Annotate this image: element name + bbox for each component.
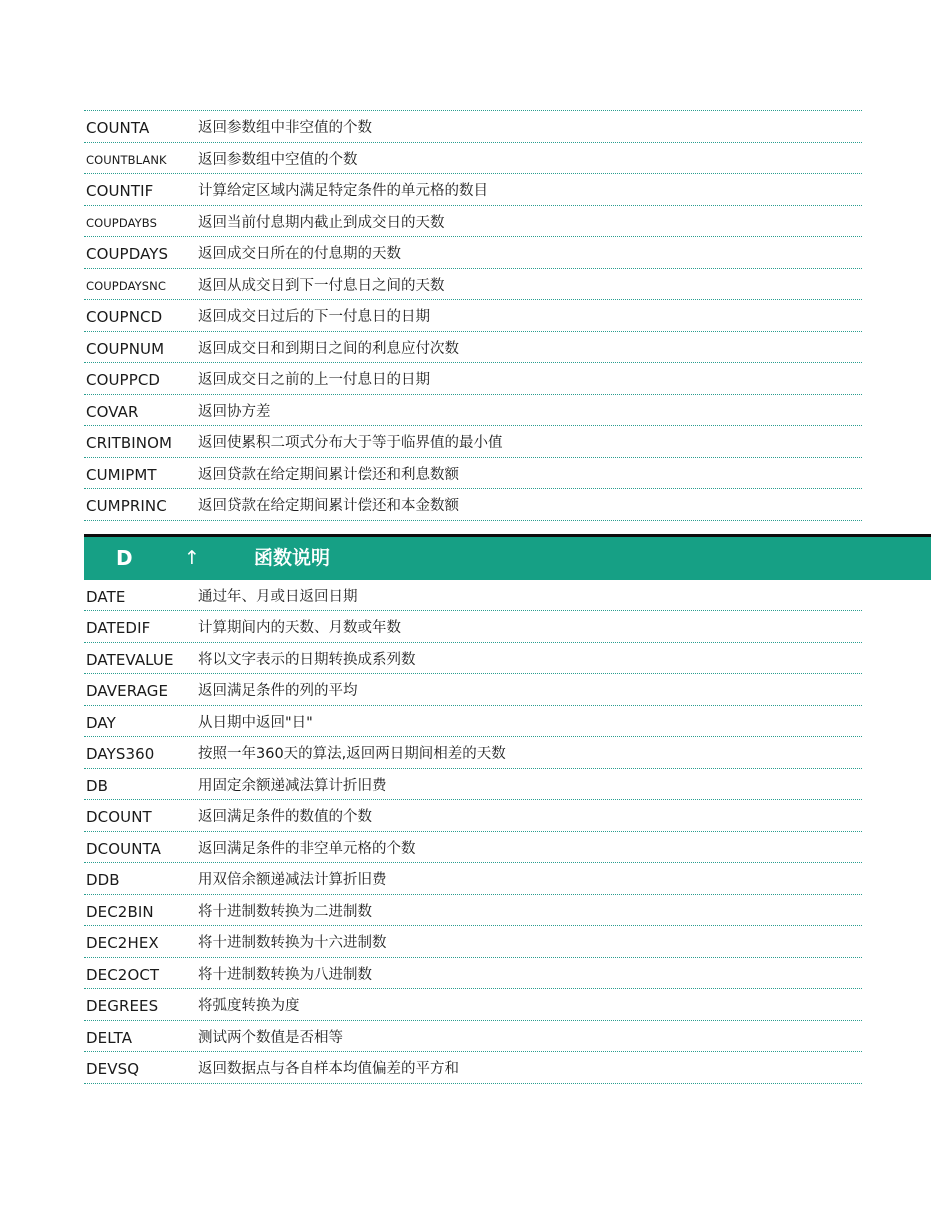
function-description: 用固定余额递减法算计折旧费 <box>198 777 387 794</box>
function-name: DEVSQ <box>86 1060 140 1078</box>
section-c-rows <box>84 111 862 521</box>
function-name: CRITBINOM <box>86 434 173 452</box>
table-row <box>84 489 862 521</box>
function-name: DATEVALUE <box>86 650 174 669</box>
function-description: 返回满足条件的非空单元格的个数 <box>198 840 416 857</box>
function-description: 返回协方差 <box>198 403 271 420</box>
function-description: 返回成交日所在的付息期的天数 <box>198 246 401 262</box>
function-name: DAVERAGE <box>86 682 169 700</box>
function-name: COUNTA <box>86 119 150 137</box>
function-name: DATE <box>86 587 126 606</box>
table-row <box>84 895 862 927</box>
table-row <box>84 958 862 990</box>
table-row <box>84 363 862 395</box>
function-name: COUPNUM <box>86 339 165 358</box>
function-description: 通过年、月或日返回日期 <box>198 588 358 605</box>
function-name: DELTA <box>86 1028 133 1047</box>
function-table <box>84 110 862 1084</box>
function-name: DATEDIF <box>86 619 151 637</box>
function-description: 将十进制数转换为八进制数 <box>198 966 372 983</box>
function-description: 计算期间内的天数、月数或年数 <box>198 620 401 636</box>
function-description: 将十进制数转换为二进制数 <box>198 903 372 920</box>
table-row <box>84 300 862 332</box>
function-description: 测试两个数值是否相等 <box>198 1029 343 1046</box>
table-row <box>84 706 862 738</box>
function-name: COUPDAYSNC <box>86 278 167 293</box>
section-title: 函数说明 <box>254 546 331 569</box>
table-row <box>84 643 862 675</box>
table-row <box>84 174 862 206</box>
function-name: DDB <box>86 871 120 889</box>
function-name: DEC2BIN <box>86 902 154 921</box>
table-row <box>84 737 862 769</box>
function-description: 将十进制数转换为十六进制数 <box>198 935 387 951</box>
function-name: COUPDAYS <box>86 245 169 263</box>
function-name: CUMPRINC <box>86 497 167 515</box>
function-description: 用双倍余额递减法计算折旧费 <box>198 872 387 888</box>
table-row <box>84 926 862 958</box>
function-name: DEC2OCT <box>86 965 160 984</box>
table-row <box>84 863 862 895</box>
function-description: 从日期中返回"日" <box>198 714 313 731</box>
function-description: 将弧度转换为度 <box>198 998 300 1014</box>
function-name: COVAR <box>86 402 139 421</box>
function-description: 按照一年360天的算法,返回两日期间相差的天数 <box>198 746 506 762</box>
function-name: DCOUNTA <box>86 839 161 858</box>
function-description: 将以文字表示的日期转换成系列数 <box>198 651 416 668</box>
table-row <box>84 1052 862 1084</box>
table-row <box>84 800 862 832</box>
table-row <box>84 332 862 364</box>
function-name: COUPNCD <box>86 308 163 326</box>
function-description: 返回参数组中非空值的个数 <box>198 120 372 136</box>
function-description: 返回参数组中空值的个数 <box>198 151 358 168</box>
section-d-rows <box>84 580 862 1084</box>
function-description: 返回贷款在给定期间累计偿还和本金数额 <box>198 498 459 514</box>
table-row <box>84 111 862 143</box>
table-row <box>84 580 862 612</box>
function-description: 返回数据点与各自样本均值偏差的平方和 <box>198 1061 459 1077</box>
table-row <box>84 269 862 301</box>
function-name: COUNTBLANK <box>86 152 167 167</box>
table-row <box>84 206 862 238</box>
up-arrow-icon[interactable]: ↑ <box>184 546 200 569</box>
table-row <box>84 989 862 1021</box>
section-letter: D <box>116 545 133 570</box>
function-description: 返回当前付息期内截止到成交日的天数 <box>198 214 445 231</box>
function-name: COUPDAYBS <box>86 215 157 230</box>
function-description: 返回满足条件的数值的个数 <box>198 809 372 825</box>
function-name: DAY <box>86 713 116 732</box>
function-description: 返回成交日和到期日之间的利息应付次数 <box>198 340 459 357</box>
function-description: 返回成交日之前的上一付息日的日期 <box>198 372 430 388</box>
table-row <box>84 426 862 458</box>
function-description: 返回成交日过后的下一付息日的日期 <box>198 309 430 325</box>
table-row <box>84 395 862 427</box>
function-name: CUMIPMT <box>86 465 157 484</box>
function-description: 返回满足条件的列的平均 <box>198 683 358 699</box>
section-header-bar <box>84 534 931 580</box>
table-row <box>84 832 862 864</box>
function-name: COUNTIF <box>86 182 154 200</box>
function-name: DCOUNT <box>86 808 152 826</box>
function-description: 返回贷款在给定期间累计偿还和利息数额 <box>198 466 459 483</box>
table-row <box>84 237 862 269</box>
function-description: 计算给定区域内满足特定条件的单元格的数目 <box>198 183 488 199</box>
table-row <box>84 769 862 801</box>
function-name: DAYS360 <box>86 745 155 763</box>
table-row <box>84 674 862 706</box>
table-row <box>84 1021 862 1053</box>
table-row <box>84 611 862 643</box>
function-name: DB <box>86 776 109 795</box>
function-description: 返回从成交日到下一付息日之间的天数 <box>198 277 445 294</box>
function-name: COUPPCD <box>86 371 161 389</box>
function-description: 返回使累积二项式分布大于等于临界值的最小值 <box>198 435 503 451</box>
function-name: DEC2HEX <box>86 934 159 952</box>
table-row <box>84 143 862 175</box>
table-row <box>84 458 862 490</box>
function-name: DEGREES <box>86 997 159 1015</box>
section-header-d <box>84 534 862 580</box>
